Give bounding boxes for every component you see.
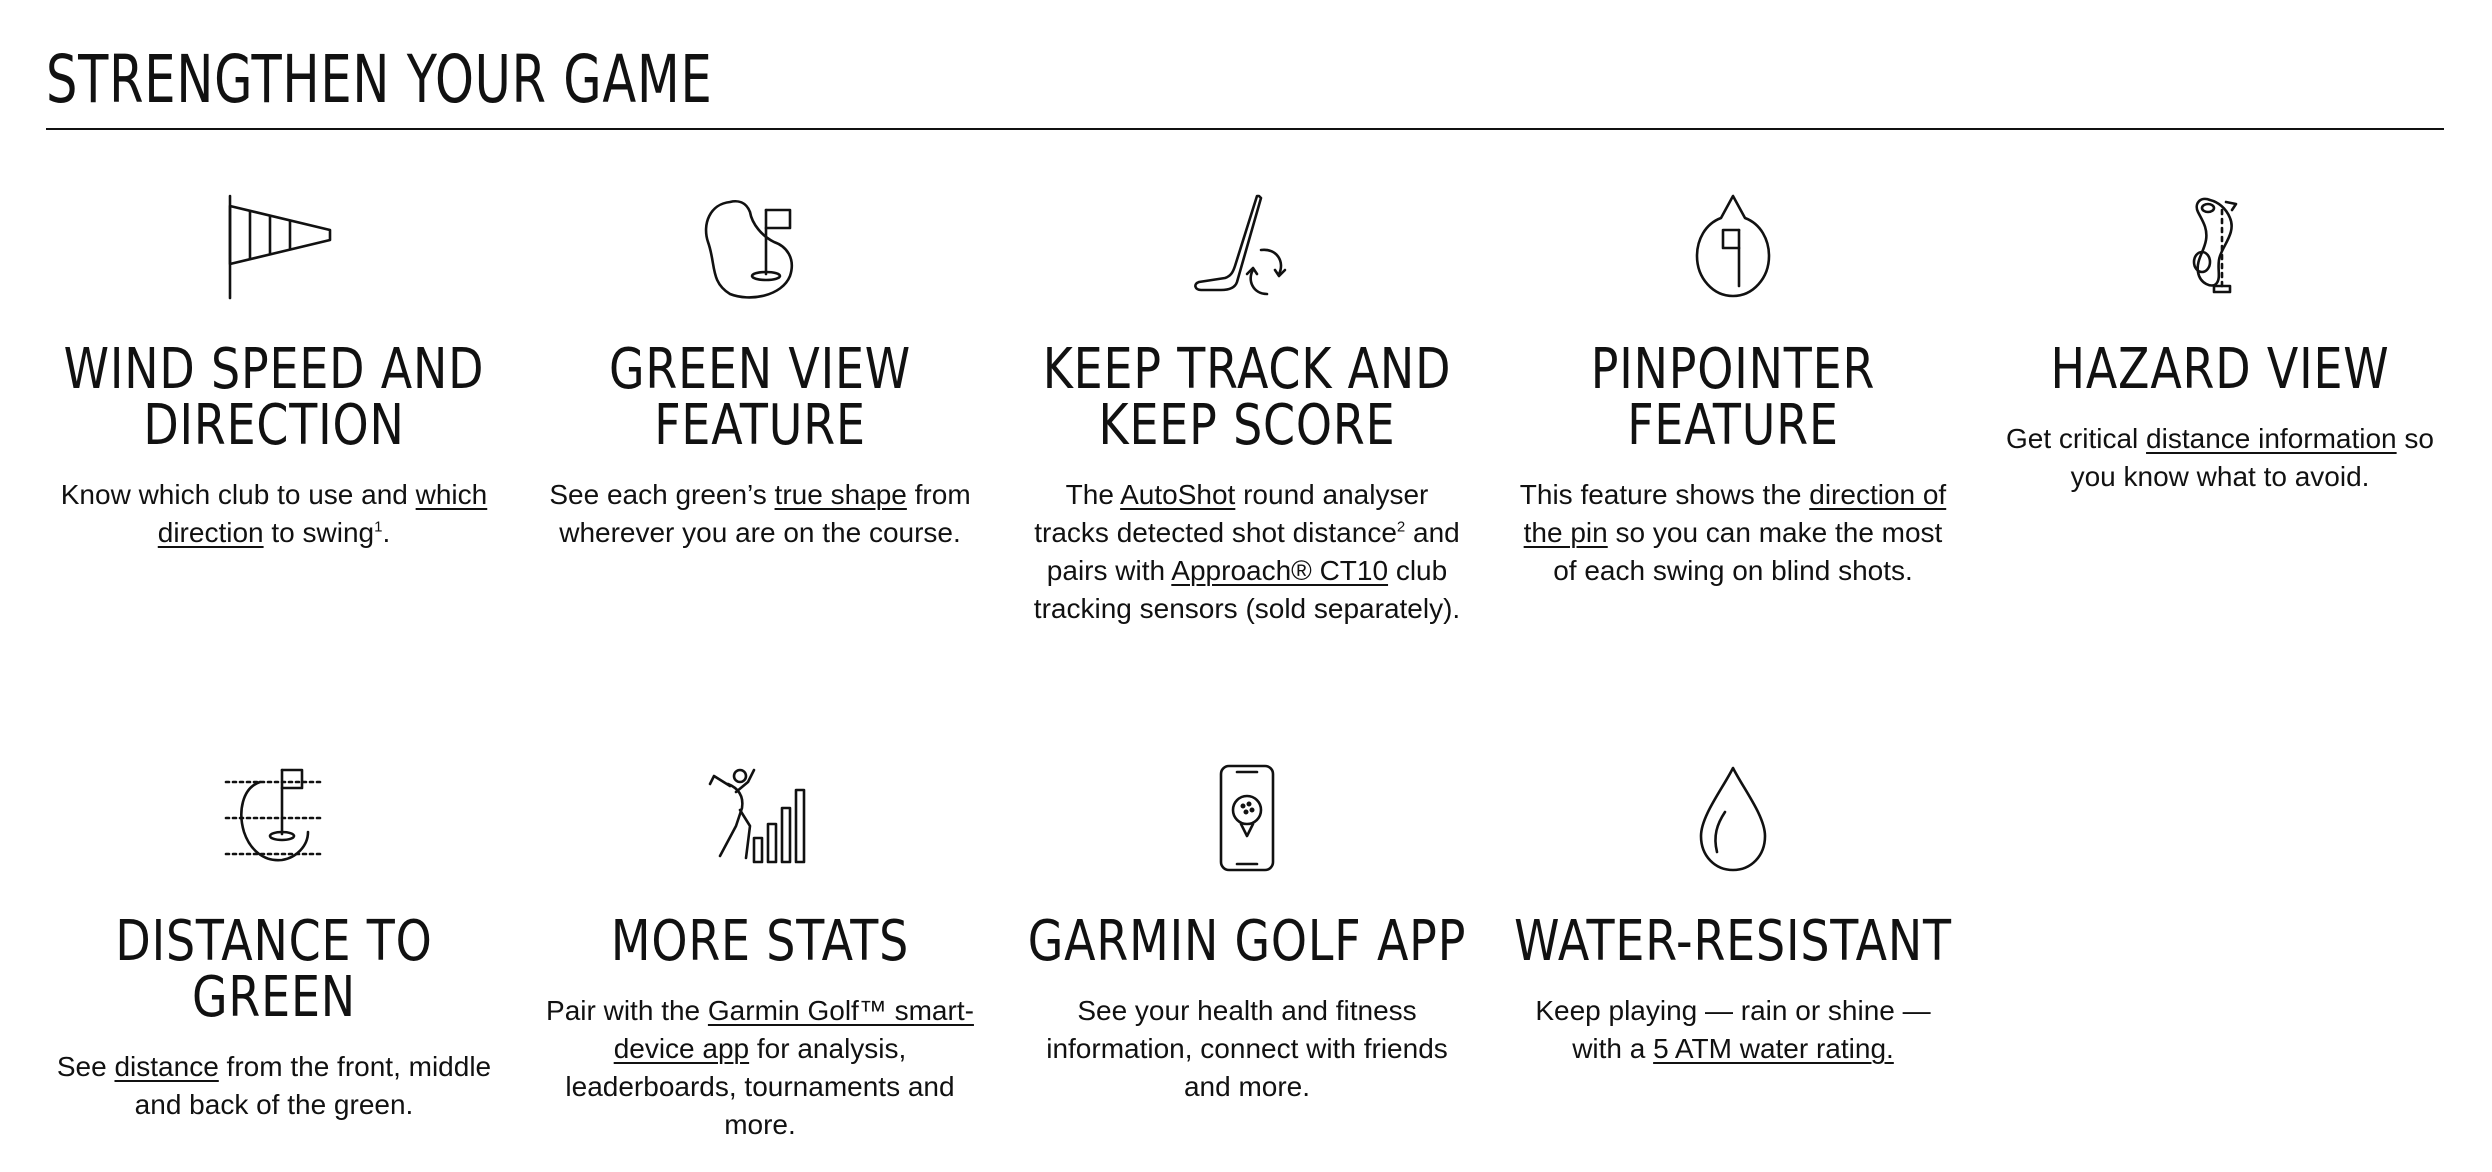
feature-description: This feature shows the direction of the pin so you can make the most of each swing on blind shots.: [1519, 479, 1947, 586]
feature-card-water-resistant: [1503, 762, 1963, 1068]
feature-description: Know which club to use and which direction to swing$^1$.: [60, 479, 488, 548]
feature-title: GREEN VIEW FEATURE: [608, 337, 912, 458]
feature-description: See distance from the front, middle and back of the green.: [56, 1051, 492, 1120]
feature-card-golf-app: [1017, 762, 1477, 1106]
feature-link[interactable]: true shape: [774, 479, 907, 510]
feature-title: KEEP TRACK AND KEEP SCORE: [1042, 337, 1452, 458]
feature-link[interactable]: Garmin Golf™ smart-device app: [613, 995, 974, 1064]
windsock-icon: [204, 190, 344, 302]
heading-divider: [46, 128, 2444, 130]
feature-card-distance-green: [44, 762, 504, 1124]
golf-club-swing-icon: [1177, 190, 1317, 302]
phone-golf-ball-icon: [1177, 762, 1317, 874]
feature-description: See each green’s true shape from wherever you are on the course.: [549, 479, 971, 548]
feature-link[interactable]: Approach® CT10: [1171, 555, 1389, 586]
feature-card-keep-track: [1017, 190, 1477, 628]
hazard-course-icon: [2150, 190, 2290, 302]
section-heading: STRENGTHEN YOUR GAME: [46, 41, 713, 118]
feature-description: Get critical distance information so you know what to avoid.: [2006, 423, 2434, 492]
feature-card-more-stats: [530, 762, 990, 1144]
feature-title: WIND SPEED AND DIRECTION: [63, 337, 485, 458]
golfer-stats-icon: [690, 762, 830, 874]
feature-title: WATER-RESISTANT: [1514, 909, 1952, 974]
feature-description: See your health and fitness information, connect with friends and more.: [1046, 995, 1448, 1102]
feature-link[interactable]: distance information: [2146, 423, 2397, 454]
feature-title: GARMIN GOLF APP: [1027, 909, 1467, 974]
feature-title: HAZARD VIEW: [2050, 337, 2390, 402]
feature-card-pinpointer: [1503, 190, 1963, 590]
pinpointer-icon: [1663, 190, 1803, 302]
feature-description: Keep playing — rain or shine — with a 5 ATM water rating.: [1535, 995, 1931, 1064]
feature-card-hazard-view: [1990, 190, 2450, 496]
feature-title: PINPOINTER FEATURE: [1590, 337, 1876, 458]
feature-link[interactable]: 5 ATM water rating.: [1653, 1033, 1894, 1064]
feature-title: MORE STATS: [610, 909, 910, 974]
green-flag-icon: [690, 190, 830, 302]
feature-link[interactable]: direction of the pin: [1523, 479, 1947, 548]
feature-link[interactable]: AutoShot: [1120, 479, 1236, 510]
feature-description: Pair with the Garmin Golf™ smart-device app for analysis, leaderboards, tournaments and more.: [546, 995, 974, 1140]
distance-green-icon: [204, 762, 344, 874]
feature-title: DISTANCE TO GREEN: [115, 909, 433, 1030]
feature-link[interactable]: which direction: [157, 479, 488, 548]
water-drop-icon: [1663, 762, 1803, 874]
feature-description: The AutoShot round analyser tracks detected shot distance$^2$ and pairs with Approach® CT10 club tracking sensors (sold separately).: [1033, 479, 1461, 624]
feature-link[interactable]: distance: [114, 1051, 219, 1082]
feature-card-green-view: [530, 190, 990, 552]
feature-card-wind: [44, 190, 504, 552]
